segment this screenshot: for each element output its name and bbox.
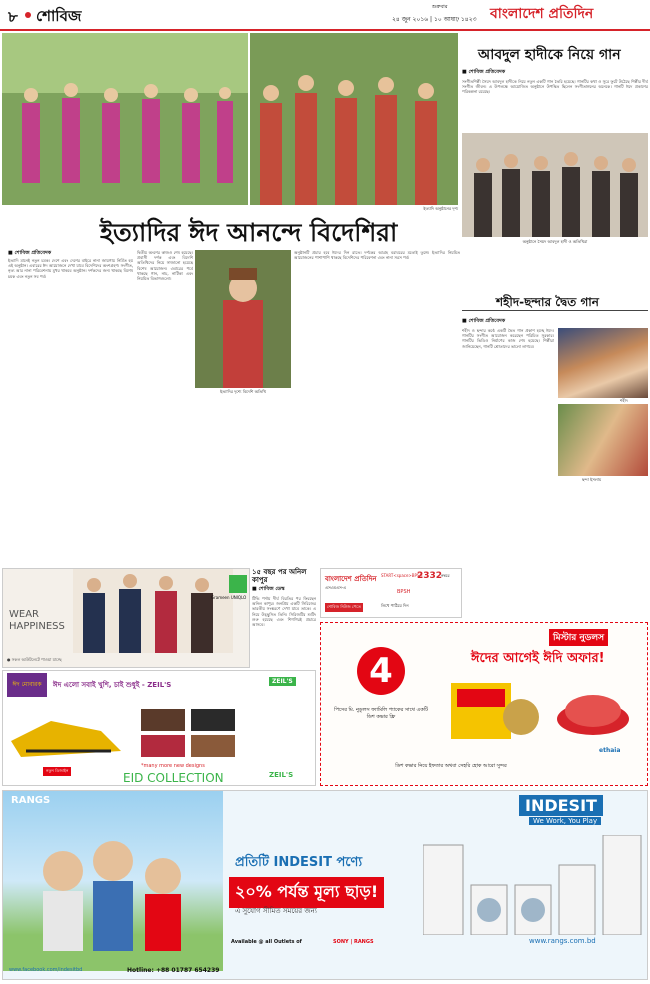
page-header [0,0,650,32]
shoe-ad [2,670,316,786]
noodles-pack-illustration [451,679,541,743]
rangs-hotline: Hotline: +88 01787 654239 [127,967,220,974]
song-story-byline: ■ শোবিজ প্রতিবেদক [462,318,506,324]
indesit-headline: প্রতিটি INDESIT পণ্যে [235,855,363,870]
right-story-body: সংগীতশিল্পী সৈয়দ আবদুল হাদীকে নিয়ে নতুন একটি গান তৈরি হয়েছে। গানটির কথা ও সুরে ফুটে উঠেছে শিল্পীর দীর্ঘ সংগীত জীবন। এ উপলক্ষে আয়োজিত অনুষ্ঠানে উপস্থিত ছিলেন সংগীতাঙ্গনের অনেকে। গানটি ঈদে প্রকাশের পরিকল্পনা রয়েছে। [462,79,648,95]
middle-headline: ১৫ বছর পর অনিল কাপুর [252,568,307,584]
shoe-brand: ZEIL'S [269,771,294,779]
lead-inset-caption: ইত্যাদির দৃশ্যে বিদেশি অতিথি [220,389,266,394]
fashion-outlets: ● সকল আউটলেটে পাওয়া যাচ্ছে [7,657,62,662]
date-line: ২৪ জুন ২০১৬ | ১০ আষাঢ় ১৪২৩ [392,16,477,23]
food-brand: মিস্টার নুডলস [549,629,608,646]
banner-tag1: শোবিজ নিউজ পেতে [325,603,363,612]
shoe-price-tag: নতুন ডিজাইন [43,767,71,776]
zeils-logo: ZEIL'S [269,677,296,686]
right-story-headline: আবদুল হাদীকে নিয়ে গান [478,47,621,63]
lead-body-col3: অনুষ্ঠানটি প্রচার হবে ঈদের দিন রাতে। দর্শকের আগ্রহ বরাবরের মতোই তুঙ্গে। ইত্যাদির নিয়মিত আয়োজনের পাশাপাশি থাকছে বিদেশিদের পরিবেশনা এবং নানা সরস পর্ব। [294,250,460,261]
right-story-photo-caption: অনুষ্ঠানে সৈয়দ আবদুল হাদী ও অতিথিরা [522,239,588,244]
song-story-body: শহীদ ও ছন্দার কণ্ঠে একটি দ্বৈত গান প্রকাশ হচ্ছে ঈদে। গানটির সংগীত আয়োজন করেছেন পরিচিত সুরকার। গানটির ভিডিও নির্মাণের কাজ শেষ হয়েছে। শিল্পীরা জানিয়েছেন, গানটি শ্রোতাদের ভালো লাগবে। [462,328,554,349]
song-caption-b: ছন্দা ইসলাম [582,477,602,482]
indesit-tagline: We Work, You Play [529,817,601,825]
lead-body-col2: দ্বিতীয় অংশের কাজও শেষ হয়েছে। প্রবাসী দর্শক এবং বিদেশি অতিথিদের নিয়ে সাজানো হয়েছে বিশেষ আয়োজন। এবারের পর্বে থাকছে গান, নাচ, নাটিকা এবং নিয়মিত বিভাগগুলো। [137,250,193,282]
lead-inset-photo [195,250,291,388]
banner-sms: এসএমএস-এ [325,585,347,590]
food-offer: পিসের মি. নুডুলস ফ্যামিলি প্যাকের সাথে একটি ডিশ কভার ফ্রি [334,707,428,720]
food-company: ethaia [599,747,621,754]
song-story-rule [462,310,648,311]
family-photo [3,791,223,971]
red-dot-icon [25,12,31,18]
lead-photo-dancers [2,33,248,205]
banner-number: 2332 [417,571,443,581]
lead-photo-caption: ইত্যাদি অনুষ্ঠানের দৃশ্য [423,206,458,211]
song-story [462,318,648,574]
banner-number-suffix: নম্বরে [441,573,450,578]
masthead: বাংলাদেশ প্রতিদিন [490,6,594,22]
section-title: শোবিজ [36,7,82,25]
dish-cover-illustration [553,679,633,739]
lead-body-col1: ইত্যাদি মানেই নতুন চমক। দেশে এবং দেশের বাইরে নানা জায়গায় নির্মিত হয় এই অনুষ্ঠান। এবারের ঈদ আয়োজনে দেখা যাবে বিদেশিদের অংশগ্রহণ। সংগীত, নৃত্য আর নানা পরিবেশনায় মুখর থাকবে অনুষ্ঠান। দর্শকদের জন্য থাকছে বিশেষ চমক এবং নতুন সব পর্ব। [8,258,133,279]
indesit-subline: এ সুযোগ সীমিত সময়ের জন্য [235,907,317,915]
dancers-illustration [2,33,248,205]
food-ad [320,622,648,786]
shoe-collection: EID COLLECTION [123,771,224,785]
banner-bpsh: BPSH [397,589,411,595]
lead-headline: ইত্যাদির ঈদ আনন্দে বিদেশিরা [100,218,398,247]
indesit-discount: ২০% পর্যন্ত মূল্য ছাড়! [229,877,384,908]
indesit-logo: INDESIT [519,795,603,816]
family-illustration [3,791,223,971]
rangs-outlet-brands: SONY | RANGS [333,939,374,945]
grameen-logo [229,575,247,593]
food-tagline: ঈদের আগেই ঈদি অফার! [471,651,605,666]
weekday: শুক্রবার [432,4,448,10]
outlet-list [231,947,645,969]
fashion-ad [2,568,250,668]
rangs-brand: RANGS [11,795,51,806]
banner-tag2: লিখে পাঠিয়ে দিন [381,603,409,608]
group-illustration [250,33,458,205]
middle-body: টিভি পর্দায় দীর্ঘ বিরতির পর ফিরছেন অনিল কাপুর। জনপ্রিয় একটি সিরিজের ভারতীয় সংস্করণে দেখা যাবে তাকে। এ নিয়ে উচ্ছ্বসিত তিনি। সিরিজটির শুটিং শুরু হয়েছে এবং শিগগিরই প্রচারে আসবে। [252,596,316,628]
right-story-photo [462,133,648,237]
fashion-ad-headline: WEAR HAPPINESS [9,609,65,632]
song-story-photo-a [558,328,648,398]
guests-illustration [462,133,648,237]
fashion-brand: Grameen UNIQLO [211,595,247,600]
banner-brand: বাংলাদেশ প্রতিদিন [325,575,377,583]
right-story-byline: ■ শোবিজ প্রতিবেদক [462,69,506,75]
right-story [462,33,648,363]
rangs-indesit-ad [2,790,648,980]
shoes-illustration [11,701,251,763]
appliances-illustration [423,835,643,935]
shoe-slogan: ঈদ এলো সবাই খুশি, চাই শুধুই - ZEIL'S [53,681,172,689]
lead-photo-group [250,33,458,205]
lead-byline: ■ শোবিজ প্রতিবেদক [8,250,52,256]
song-story-body-cont [462,490,648,574]
shoe-more-designs: *many more new designs [141,763,205,769]
song-story-headline: শহীদ-ছন্দার দ্বৈত গান [496,295,599,309]
shoe-eid-label: ঈদ মোবারক [7,673,47,697]
lead-story [2,250,460,562]
fashion-models-illustration [73,569,233,653]
header-rule [0,29,650,31]
song-story-photo-b [558,404,648,476]
food-big-number: 4 [357,647,405,695]
banner-start: START<space>BPSH [381,573,423,578]
rangs-available: Available @ all Outlets of [231,939,302,945]
inset-portrait-illustration [195,250,291,388]
middle-byline: ■ শোবিজ ডেস্ক [252,586,285,592]
food-footer: ডিশ কভার নিয়ে ইফতার অথবা সেহরি হোক আরো সুন্দর [395,763,507,769]
song-caption-a: শহীদ [620,398,628,403]
page-number: ৮ [8,8,18,26]
banner-ad [320,568,462,618]
facebook-link[interactable]: www.facebook.com/indesitbd [9,967,83,973]
rangs-website: www.rangs.com.bd [529,937,596,945]
